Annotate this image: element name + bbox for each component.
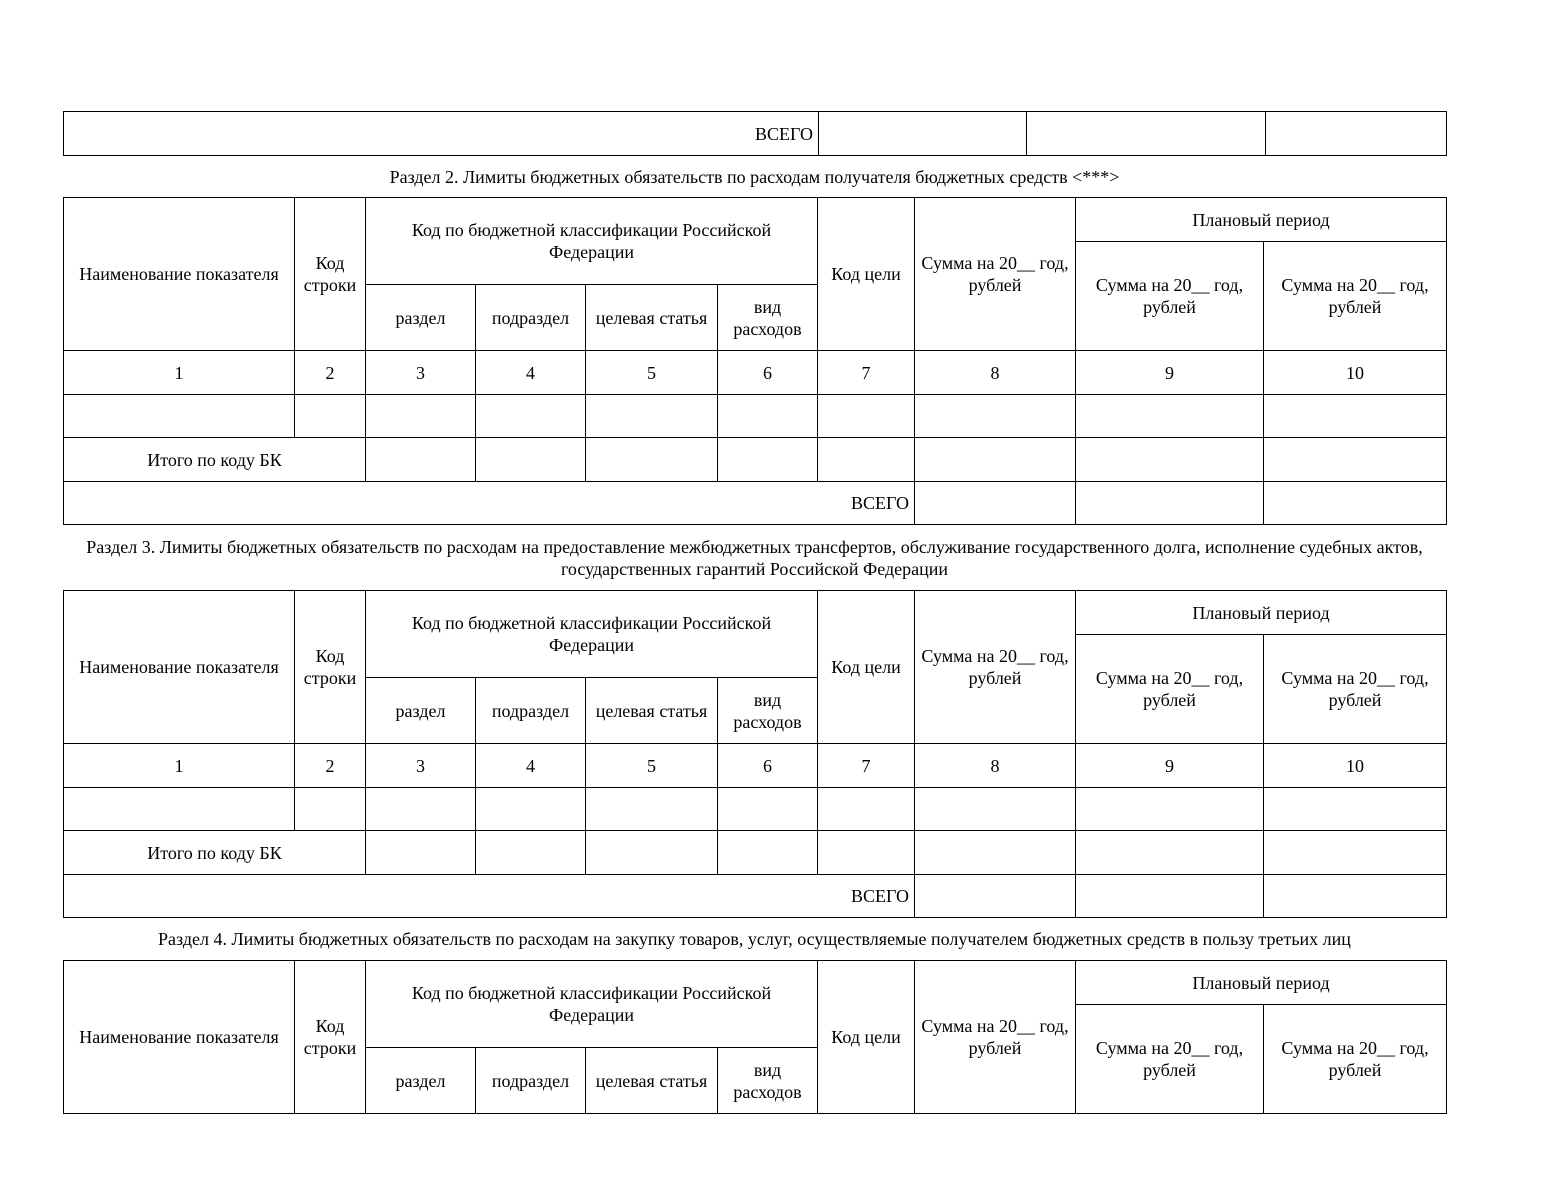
subtotal-cell	[365, 437, 476, 482]
header-section: раздел	[365, 284, 476, 351]
subtotal-cell	[1263, 830, 1447, 875]
header-subsection: подраздел	[475, 677, 586, 744]
column-number: 5	[585, 350, 718, 395]
header-expense-type: вид расходов	[717, 677, 818, 744]
subtotal-cell	[717, 437, 818, 482]
column-number: 10	[1263, 743, 1447, 788]
total-cell	[914, 481, 1076, 525]
data-cell	[817, 394, 915, 438]
subtotal-cell	[1075, 437, 1264, 482]
column-number: 2	[294, 350, 366, 395]
header-name: Наименование показателя	[63, 197, 295, 351]
column-number: 10	[1263, 350, 1447, 395]
data-cell	[365, 787, 476, 831]
header-sum-plan-2: Сумма на 20__ год, рублей	[1263, 241, 1447, 351]
data-cell	[1075, 787, 1264, 831]
data-cell	[294, 787, 366, 831]
subtotal-cell	[475, 437, 586, 482]
subtotal-cell	[914, 437, 1076, 482]
data-cell	[585, 394, 718, 438]
header-sum-plan-2: Сумма на 20__ год, рублей	[1263, 634, 1447, 744]
column-number: 3	[365, 350, 476, 395]
header-sum-plan-2: Сумма на 20__ год, рублей	[1263, 1004, 1447, 1114]
column-number: 4	[475, 350, 586, 395]
total-cell	[1027, 112, 1266, 156]
data-cell	[63, 394, 295, 438]
data-cell	[475, 394, 586, 438]
header-sum-current: Сумма на 20__ год, рублей	[914, 960, 1076, 1114]
header-name: Наименование показателя	[63, 960, 295, 1114]
header-goal-code: Код цели	[817, 197, 915, 351]
subtotal-cell	[585, 437, 718, 482]
total-label: ВСЕГО	[64, 112, 819, 156]
header-sum-current: Сумма на 20__ год, рублей	[914, 590, 1076, 744]
subtotal-label: Итого по коду БК	[63, 437, 366, 482]
data-cell	[1263, 787, 1447, 831]
column-number: 8	[914, 350, 1076, 395]
section-2-title: Раздел 2. Лимиты бюджетных обязательств по расходам получателя бюджетных средств <***>	[389, 167, 1120, 187]
header-expense-type: вид расходов	[717, 284, 818, 351]
subtotal-cell	[914, 830, 1076, 875]
data-cell	[717, 787, 818, 831]
subtotal-cell	[475, 830, 586, 875]
data-cell	[1263, 394, 1447, 438]
subtotal-cell	[817, 830, 915, 875]
column-number: 9	[1075, 350, 1264, 395]
subtotal-cell	[585, 830, 718, 875]
total-label: ВСЕГО	[63, 874, 915, 918]
header-bk-code: Код по бюджетной классификации Российской Федерации	[365, 197, 818, 285]
column-number: 3	[365, 743, 476, 788]
total-cell	[819, 112, 1027, 156]
header-target-article: целевая статья	[585, 1047, 718, 1114]
header-section: раздел	[365, 1047, 476, 1114]
column-number: 2	[294, 743, 366, 788]
header-section: раздел	[365, 677, 476, 744]
header-line-code: Код строки	[294, 590, 366, 744]
data-cell	[817, 787, 915, 831]
header-target-article: целевая статья	[585, 284, 718, 351]
total-label: ВСЕГО	[63, 481, 915, 525]
header-planning-period: Плановый период	[1075, 197, 1447, 242]
subtotal-cell	[817, 437, 915, 482]
column-number: 7	[817, 743, 915, 788]
top-total-table	[63, 111, 1446, 156]
header-line-code: Код строки	[294, 197, 366, 351]
header-planning-period: Плановый период	[1075, 590, 1447, 635]
total-cell	[1075, 481, 1264, 525]
header-line-code: Код строки	[294, 960, 366, 1114]
header-sum-plan-1: Сумма на 20__ год, рублей	[1075, 1004, 1264, 1114]
subtotal-cell	[717, 830, 818, 875]
column-number: 7	[817, 350, 915, 395]
total-cell	[1075, 874, 1264, 918]
subtotal-label: Итого по коду БК	[63, 830, 366, 875]
data-cell	[365, 394, 476, 438]
column-number: 4	[475, 743, 586, 788]
total-cell	[1263, 481, 1447, 525]
column-number: 9	[1075, 743, 1264, 788]
header-expense-type: вид расходов	[717, 1047, 818, 1114]
header-bk-code: Код по бюджетной классификации Российской Федерации	[365, 590, 818, 678]
header-bk-code: Код по бюджетной классификации Российской Федерации	[365, 960, 818, 1048]
subtotal-cell	[365, 830, 476, 875]
data-cell	[585, 787, 718, 831]
data-cell	[63, 787, 295, 831]
header-subsection: подраздел	[475, 1047, 586, 1114]
data-cell	[294, 394, 366, 438]
data-cell	[475, 787, 586, 831]
data-cell	[717, 394, 818, 438]
header-subsection: подраздел	[475, 284, 586, 351]
column-number: 6	[717, 350, 818, 395]
subtotal-cell	[1263, 437, 1447, 482]
data-cell	[1075, 394, 1264, 438]
data-cell	[914, 787, 1076, 831]
header-target-article: целевая статья	[585, 677, 718, 744]
column-number: 8	[914, 743, 1076, 788]
header-name: Наименование показателя	[63, 590, 295, 744]
total-cell	[1266, 112, 1447, 156]
header-sum-plan-1: Сумма на 20__ год, рублей	[1075, 241, 1264, 351]
column-number: 1	[63, 743, 295, 788]
column-number: 6	[717, 743, 818, 788]
header-goal-code: Код цели	[817, 960, 915, 1114]
total-cell	[1263, 874, 1447, 918]
header-sum-current: Сумма на 20__ год, рублей	[914, 197, 1076, 351]
total-cell	[914, 874, 1076, 918]
header-goal-code: Код цели	[817, 590, 915, 744]
column-number: 5	[585, 743, 718, 788]
section-4-title: Раздел 4. Лимиты бюджетных обязательств по расходам на закупку товаров, услуг, осуществляемые получателем бюджетных средств в пользу третьих лиц	[158, 929, 1351, 949]
section-3-title: Раздел 3. Лимиты бюджетных обязательств по расходам на предоставление межбюджетных трансфертов, обслуживание государственного долга, исполнение судебных актов, государственных гарантий Российской Федерации	[86, 537, 1423, 579]
header-sum-plan-1: Сумма на 20__ год, рублей	[1075, 634, 1264, 744]
subtotal-cell	[1075, 830, 1264, 875]
column-number: 1	[63, 350, 295, 395]
data-cell	[914, 394, 1076, 438]
header-planning-period: Плановый период	[1075, 960, 1447, 1005]
